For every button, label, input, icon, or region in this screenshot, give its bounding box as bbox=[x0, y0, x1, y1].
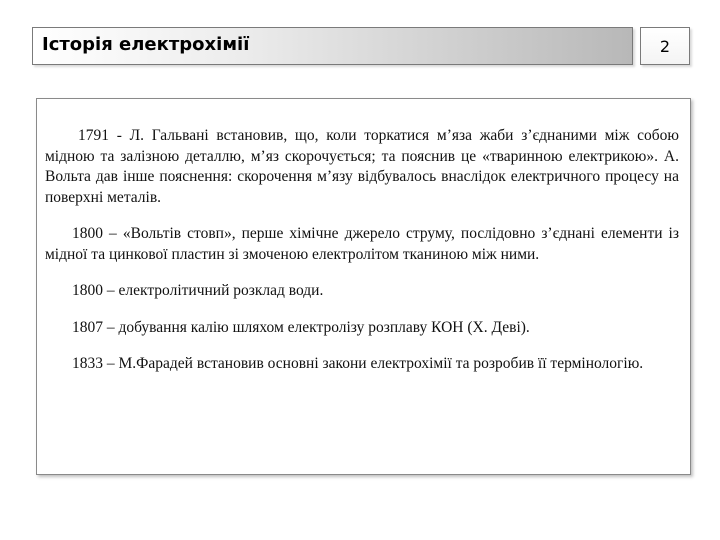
paragraph-1807: 1807 – добування калію шляхом електролізу розплаву КОН (Х. Деві). bbox=[72, 318, 530, 336]
page-number: 2 bbox=[659, 36, 671, 56]
content-box bbox=[36, 98, 691, 475]
page-number-box bbox=[640, 27, 690, 65]
paragraph-1800-voltaic-pile: 1800 – «Вольтів стовп», перше хімічне джерело струму, послідовно з’єднані елементи із мідної та цинкової пластин зі змоченою електролітом тканиною між ними. bbox=[45, 225, 679, 263]
paragraph-1800-electrolysis: 1800 – електролітичний розклад води. bbox=[72, 282, 324, 299]
slide-title: Історія електрохімії bbox=[42, 34, 250, 55]
paragraph-1833: 1833 – М.Фарадей встановив основні закони електрохімії та розробив її термінологію. bbox=[72, 355, 644, 372]
paragraph-1791: 1791 - Л. Гальвані встановив, що, коли торкатися м’яза жаби з’єднаними між собою мідною та залізною деталлю, м’яз скорочується; та пояснив це «тваринною електрикою». А. Вольта дав інше пояснення: скорочення м’язу відбувалось внаслідок електричного процесу на поверхні металів. bbox=[45, 127, 679, 206]
slide-title-bar bbox=[32, 27, 633, 65]
